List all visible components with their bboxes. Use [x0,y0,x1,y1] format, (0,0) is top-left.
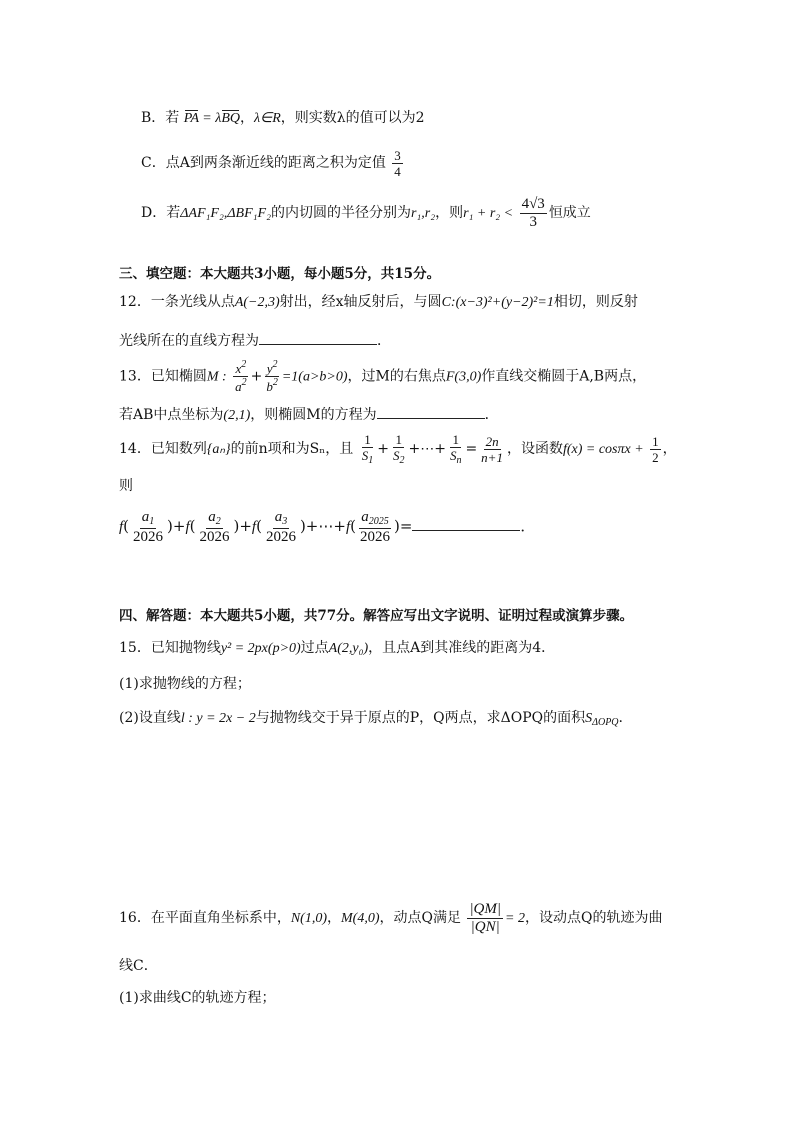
q14-line3: f( $\frac{a_1}{2026}$ )+f( $\frac{a_2}{2026}$ )+f( $\frac{a_3}{2026}$ )+⋯+f( $\frac{a_{2025}}{2026}$ )= ． [119,508,536,545]
q14-text-a: 14．已知数列 [119,441,207,457]
q15-line-eq: l : y = 2x − 2 [180,711,256,726]
fraction-a2025-2026: $\frac{a_{2025}}{2026}$ [359,508,390,545]
option-b-sep: ， [239,110,254,126]
option-d-radii: r₁,r₂ [410,206,436,221]
q15-part1: (1)求抛物线的方程； [119,676,251,692]
q16-text-b: ， [327,910,341,926]
q13-text-b: ，过M的右焦点 [347,368,446,385]
q12-point-a: A(−2,3) [234,295,280,310]
q12-answer-blank[interactable] [259,330,377,345]
fraction-1-2: $\frac{1}{2}$ [652,433,659,465]
option-b-text: ，则实数λ的值可以为2 [280,110,425,126]
q14-seq: {aₙ} [206,442,231,457]
q13-text-a: 13．已知椭圆 [119,368,207,385]
q14-line1: 14．已知数列{aₙ}的前n项和为Sₙ，且 $\frac{1}{S_1}$ + $\frac{1}{S_2}$ +⋯+ $\frac{1}{S_n}$ = $\frac{2n}{n+1}$ ，设函数f(x) = cosπx + $\frac{1}{2}$ ， [119,431,677,466]
q14-text-d: ， [662,441,677,457]
q12-text-a: 12．一条光线从点 [119,294,235,310]
q12-line2 [119,330,391,351]
q15-text-c: ，且点A到其准线的距离为4． [368,640,556,656]
option-d-text1: D．若 [141,205,181,221]
q13-text-line2a: 若AB中点坐标为 [119,407,224,423]
q15-area: S [585,711,593,726]
q13-line2 [119,404,499,426]
frac-den: 4 [394,163,401,179]
q14-answer-blank[interactable] [412,516,520,531]
q13-m: M : [206,369,227,385]
q13-end: ． [484,407,499,423]
option-b [141,108,425,129]
option-d-triangles: ΔAF₁F₂,ΔBF₁F₂ [180,206,271,221]
fraction-1-s1: $\frac{1}{S_1}$ [361,431,374,466]
fraction-a1-2026: $\frac{a_1}{2026}$ [133,508,164,545]
q14-func: f(x) = cosπx + [562,442,644,457]
q14-text-b: 的前n项和为Sₙ，且 [230,441,354,457]
option-d-text4: 恒成立 [548,205,591,221]
vector-pa: PA = λBQ [183,111,240,126]
q15-eq: y² = 2px(p>0) [220,641,301,656]
option-b-label: B．若 [141,110,180,126]
q15-p2-a: (2)设直线 [119,710,181,726]
fraction-qm-qn: $\frac{|QM|}{|QN|}$ [469,900,502,935]
q13-answer-blank[interactable] [377,404,485,419]
q13-line1: 13．已知椭圆M : $\frac{x^2}{a^2}$ + $\frac{y^2}{b^2}$ =1(a>b>0)，过M的右焦点F(3,0)作直线交椭圆于A,B两点， [119,359,647,394]
option-d-text2: 的内切圆的半径分别为 [270,205,411,221]
option-c-text: C．点A到两条渐近线的距离之积为定值 [141,155,386,171]
q13-text-c: 作直线交椭圆于A,B两点， [481,368,647,385]
q15-p2-end: . [618,710,623,726]
q12-text-b: 射出，经x轴反射后，与圆 [279,294,442,310]
q12-text-line2: 光线所在的直线方程为 [119,333,259,349]
q13-focus: F(3,0) [445,369,482,385]
q15-text-a: 15．已知抛物线 [119,640,221,656]
q16-m: M(4,0) [341,911,380,926]
fraction-2n-n1: $\frac{2n}{n+1}$ [481,433,503,465]
q13-cond: =1(a>b>0) [281,369,348,385]
q16-line1 [119,898,662,939]
fraction-1-s2: $\frac{1}{S_2}$ [392,431,405,466]
option-d-text3: ，则 [435,205,464,221]
frac-den: 3 [529,213,537,230]
q15-part2 [119,708,623,733]
q16-eq: = 2 [505,911,525,926]
fraction-x2-a2: $\frac{x^2}{a^2}$ [235,359,247,394]
q15-area-sub: ΔOPQ [592,717,619,728]
fraction-a2-2026: $\frac{a_2}{2026}$ [199,508,230,545]
frac-num: 3 [394,147,401,163]
q16-text-c: ，动点Q满足 [379,910,461,926]
q12-text-c: 相切，则反射 [553,294,638,310]
q14-text-c: ，设函数 [506,441,563,457]
q15-point: A(2,y₀) [328,641,369,656]
fraction-4sqrt3-3 [520,197,547,230]
q12-end: ． [377,333,391,349]
q15-text-b: 过点 [300,640,329,656]
q16-n: N(1,0) [290,911,327,926]
option-d-ineq: r₁ + r₂ < [463,206,514,221]
q16-text-a: 16．在平面直角坐标系中， [119,910,291,926]
q13-text-line2b: ，则椭圆M的方程为 [250,407,377,423]
q14-then: 则 [119,478,133,494]
q16-text-d: ，设动点Q的轨迹为曲 [524,910,663,926]
fraction-y2-b2: $\frac{y^2}{b^2}$ [266,359,278,394]
option-b-cond: λ∈R [253,111,281,126]
q15-p2-b: 与抛物线交于异于原点的P，Q两点，求ΔOPQ的面积 [255,710,586,726]
q12-circle: C:(x−3)²+(y−2)²=1 [441,295,554,310]
section4-heading: 四、解答题：本大题共5小题，共77分。解答应写出文字说明、证明过程或演算步骤。 [119,608,634,624]
fraction-3-4 [392,149,403,178]
q14-end: ． [520,517,536,535]
fraction-1-sn: $\frac{1}{S_n}$ [449,431,462,466]
section3-heading: 三、填空题：本大题共3小题，每小题5分，共15分。 [119,266,441,282]
option-c [141,148,405,178]
q16-part1: (1)求曲线C的轨迹方程； [119,990,276,1006]
q15-line1 [119,638,555,659]
option-d [141,196,591,231]
q12-line1 [119,292,638,313]
fraction-a3-2026: $\frac{a_3}{2026}$ [265,508,296,545]
q13-midpoint: (2,1) [223,408,251,423]
q16-line2: 线C． [119,958,158,974]
frac-num: 4√3 [521,195,545,212]
